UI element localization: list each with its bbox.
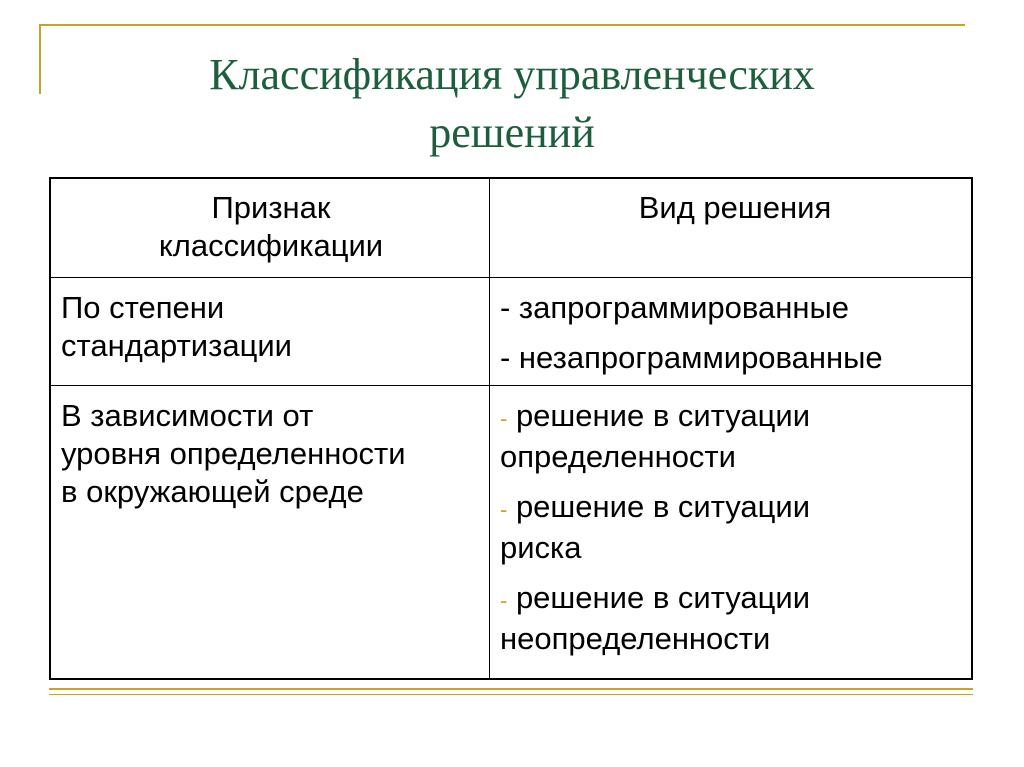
- row2-criterion-line2: уровня определенности: [61, 436, 406, 471]
- row2-criterion-line1: В зависимости от: [61, 398, 314, 433]
- header-criterion-line2: классификации: [158, 228, 384, 263]
- row2-type-1-bullet: -: [500, 406, 508, 431]
- row2-criterion-line3: в окружающей среде: [61, 474, 364, 509]
- row2-type-3: [500, 579, 970, 658]
- column-divider: [489, 179, 490, 678]
- row1-criterion-line1: По степени: [61, 290, 225, 325]
- row1-criterion-line2: стандартизации: [61, 328, 292, 363]
- slide-title: [60, 46, 964, 162]
- header-divider: [51, 277, 971, 278]
- row2-type-3-line1: решение в ситуации: [507, 580, 811, 615]
- row1-criterion: [61, 289, 481, 365]
- row2-criterion: [61, 397, 481, 511]
- top-decorative-line: [39, 24, 965, 26]
- row2-type-2-line1: решение в ситуации: [507, 489, 811, 524]
- classification-table: [49, 177, 973, 680]
- row2-types: [500, 397, 970, 658]
- header-decision-type: [500, 189, 970, 227]
- title-line-1: Классификация управленческих: [209, 50, 815, 99]
- header-criterion-line1: Признак: [211, 190, 331, 225]
- row-divider: [51, 385, 971, 386]
- row1-type-1: [500, 289, 970, 327]
- header-decision-type-line1: Вид решения: [638, 190, 832, 225]
- title-line-2: решений: [429, 108, 595, 157]
- row2-type-2-line2: риска: [500, 530, 582, 565]
- row1-types: [500, 289, 970, 377]
- row1-type-2-text: - незапрограммированные: [500, 340, 883, 375]
- row2-type-3-bullet: -: [500, 588, 508, 613]
- row2-type-2: [500, 488, 970, 567]
- row1-type-1-text: - запрограммированные: [500, 290, 849, 325]
- row2-type-2-bullet: -: [500, 497, 508, 522]
- row2-type-1-line2: определенности: [500, 439, 736, 474]
- row2-type-1: [500, 397, 970, 476]
- row2-type-1-line1: решение в ситуации: [507, 398, 811, 433]
- header-criterion: [61, 189, 481, 265]
- row1-type-2: [500, 339, 970, 377]
- row2-type-3-line2: неопределенности: [500, 621, 771, 656]
- bottom-decorative-line-2: [49, 694, 973, 695]
- bottom-decorative-line-1: [49, 688, 973, 690]
- left-decorative-line: [39, 24, 41, 94]
